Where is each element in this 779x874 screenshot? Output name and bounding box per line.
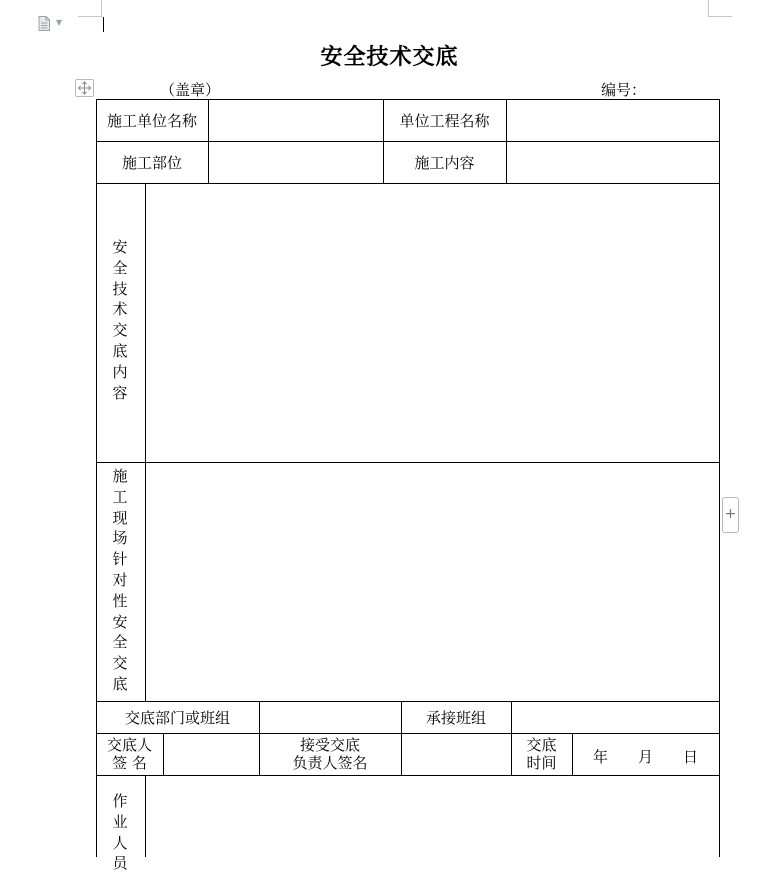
page-title: 安全技术交底 [320,44,459,70]
table-line-row1 [96,141,720,142]
table-line-label-col [145,183,146,702]
site-specific-briefing-label: 施工现场针对性安全交底 [112,467,128,693]
chevron-down-icon[interactable]: ▼ [56,18,63,27]
table-border-right [719,99,720,857]
briefer-signature-line2: 签 名 [112,754,147,772]
receiver-signature-label [259,736,401,772]
briefing-time-label [511,736,572,772]
safety-content-label: 安全技术交底内容 [112,238,128,402]
construction-unit-label: 施工单位名称 [106,112,197,130]
table-line-v-dept3 [511,701,512,734]
table-line-row3 [96,462,720,463]
stamp-label: （盖章） [160,81,221,99]
table-line-v-sign1 [163,733,164,776]
add-row-handle[interactable] [722,497,739,533]
table-line-v1 [208,99,209,184]
briefer-signature-line1: 交底人 [106,736,152,754]
briefing-time-line2: 时间 [526,754,557,772]
table-line-row2 [96,183,720,184]
date-format-label: 年 月 日 [592,748,698,766]
briefing-dept-label: 交底部门或班组 [124,709,230,727]
receiving-team-label: 承接班组 [425,709,486,727]
unit-project-label: 单位工程名称 [399,112,490,130]
construction-content-label: 施工内容 [414,154,475,172]
table-line-row5 [96,733,720,734]
table-line-label-col-workers [145,775,146,857]
briefing-time-line1: 交底 [526,736,557,754]
table-line-v3 [506,99,507,184]
table-line-top [96,99,720,100]
receiver-signature-line1: 接受交底 [299,736,360,754]
table-line-row6 [96,775,720,776]
plus-icon: + [724,506,737,522]
number-label: 编号： [601,81,647,99]
construction-part-label: 施工部位 [121,154,182,172]
receiver-signature-line2: 负责人签名 [292,754,368,772]
briefer-signature-label [96,736,163,772]
table-line-row4 [96,701,720,702]
workers-label: 作业人员 [112,792,128,873]
